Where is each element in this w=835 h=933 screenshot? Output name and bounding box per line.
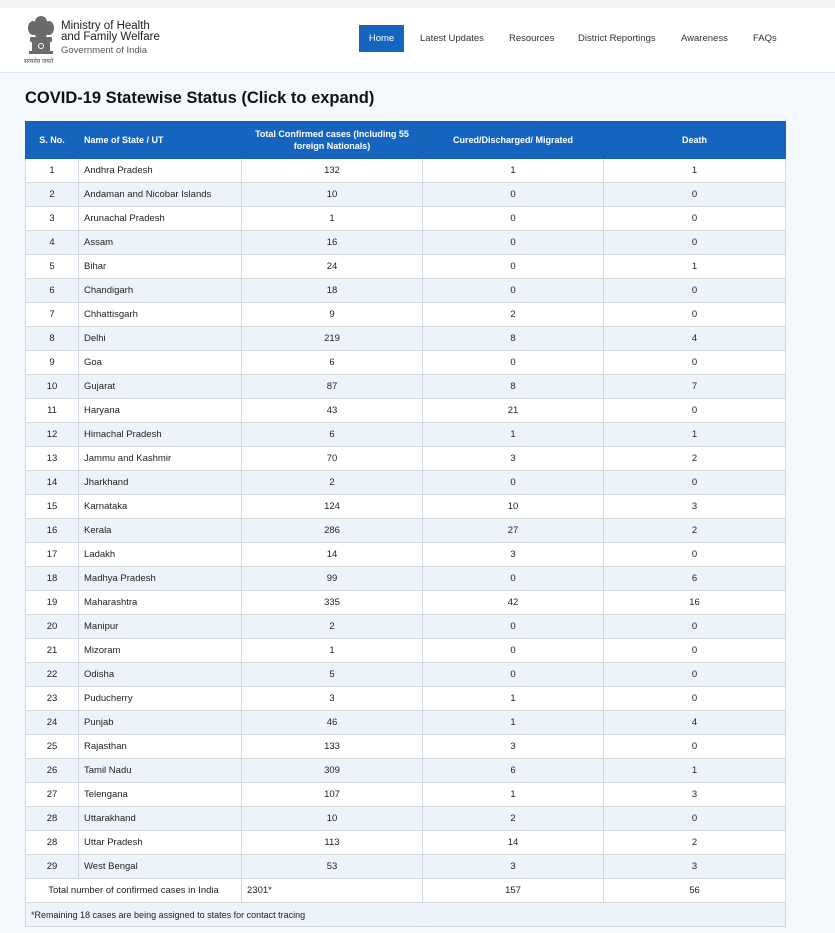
- table-row[interactable]: [26, 279, 786, 303]
- cell-death: 3: [604, 783, 786, 807]
- table-row[interactable]: [26, 543, 786, 567]
- cell-cured: 1: [423, 423, 604, 447]
- cell-state: Punjab: [79, 711, 242, 735]
- cell-confirmed: 6: [242, 423, 423, 447]
- cell-death: 0: [604, 399, 786, 423]
- cell-cured: 27: [423, 519, 604, 543]
- cell-death: 0: [604, 615, 786, 639]
- cell-sno: 24: [26, 711, 79, 735]
- cell-confirmed: 5: [242, 663, 423, 687]
- cell-state: Madhya Pradesh: [79, 567, 242, 591]
- table-row[interactable]: [26, 639, 786, 663]
- table-row[interactable]: [26, 687, 786, 711]
- cell-state: West Bengal: [79, 855, 242, 879]
- cell-confirmed: 1: [242, 207, 423, 231]
- cell-state: Goa: [79, 351, 242, 375]
- table-row[interactable]: [26, 207, 786, 231]
- cell-death: 0: [604, 231, 786, 255]
- table-header-row: [26, 122, 786, 159]
- cell-confirmed: 99: [242, 567, 423, 591]
- cell-death: 1: [604, 759, 786, 783]
- cell-cured: 8: [423, 375, 604, 399]
- cell-state: Telengana: [79, 783, 242, 807]
- cell-sno: 2: [26, 183, 79, 207]
- cell-sno: 1: [26, 159, 79, 183]
- cell-sno: 27: [26, 783, 79, 807]
- cell-sno: 12: [26, 423, 79, 447]
- footnote: *Remaining 18 cases are being assigned to states for contact tracing: [26, 903, 786, 927]
- cell-confirmed: 132: [242, 159, 423, 183]
- brand-line-3: Government of India: [61, 45, 148, 56]
- cell-death: 1: [604, 423, 786, 447]
- site-header: [0, 8, 835, 73]
- cell-confirmed: 113: [242, 831, 423, 855]
- cell-sno: 5: [26, 255, 79, 279]
- cell-state: Jharkhand: [79, 471, 242, 495]
- table-row[interactable]: [26, 399, 786, 423]
- emblem-caption: सत्यमेव जयते: [24, 59, 54, 65]
- cell-state: Mizoram: [79, 639, 242, 663]
- cell-cured: 1: [423, 711, 604, 735]
- cell-state: Puducherry: [79, 687, 242, 711]
- page-title[interactable]: COVID-19 Statewise Status (Click to expand): [25, 89, 375, 107]
- table-row[interactable]: [26, 495, 786, 519]
- cell-cured: 0: [423, 351, 604, 375]
- total-row: [26, 879, 786, 903]
- cell-confirmed: 46: [242, 711, 423, 735]
- cell-state: Jammu and Kashmir: [79, 447, 242, 471]
- cell-cured: 0: [423, 183, 604, 207]
- table-body: [26, 159, 786, 927]
- total-death: 56: [604, 879, 786, 903]
- cell-state: Assam: [79, 231, 242, 255]
- table-row[interactable]: [26, 159, 786, 183]
- table-row[interactable]: [26, 783, 786, 807]
- cell-death: 2: [604, 447, 786, 471]
- cell-confirmed: 219: [242, 327, 423, 351]
- cell-death: 4: [604, 711, 786, 735]
- cell-cured: 1: [423, 783, 604, 807]
- cell-sno: 4: [26, 231, 79, 255]
- cell-state: Uttarakhand: [79, 807, 242, 831]
- cell-cured: 0: [423, 639, 604, 663]
- total-cured: 157: [423, 879, 604, 903]
- cell-sno: 16: [26, 519, 79, 543]
- table-row[interactable]: [26, 615, 786, 639]
- nav-faqs[interactable]: FAQs: [753, 33, 777, 44]
- cell-sno: 20: [26, 615, 79, 639]
- cell-cured: 3: [423, 855, 604, 879]
- cell-cured: 0: [423, 279, 604, 303]
- col-cured: Cured/Discharged/ Migrated: [423, 122, 604, 159]
- table-row[interactable]: [26, 423, 786, 447]
- cell-state: Bihar: [79, 255, 242, 279]
- cell-state: Odisha: [79, 663, 242, 687]
- cell-death: 0: [604, 279, 786, 303]
- nav-awareness[interactable]: Awareness: [681, 33, 728, 44]
- cell-cured: 42: [423, 591, 604, 615]
- cell-state: Uttar Pradesh: [79, 831, 242, 855]
- total-confirmed: 2301*: [242, 879, 423, 903]
- cell-state: Kerala: [79, 519, 242, 543]
- cell-confirmed: 335: [242, 591, 423, 615]
- cell-confirmed: 10: [242, 183, 423, 207]
- cell-confirmed: 18: [242, 279, 423, 303]
- cell-state: Chandigarh: [79, 279, 242, 303]
- table-row[interactable]: [26, 447, 786, 471]
- cell-death: 7: [604, 375, 786, 399]
- table-row[interactable]: [26, 831, 786, 855]
- cell-state: Rajasthan: [79, 735, 242, 759]
- table-row[interactable]: [26, 855, 786, 879]
- cell-sno: 28: [26, 831, 79, 855]
- cell-death: 0: [604, 639, 786, 663]
- cell-sno: 9: [26, 351, 79, 375]
- cell-sno: 10: [26, 375, 79, 399]
- cell-sno: 7: [26, 303, 79, 327]
- cell-confirmed: 14: [242, 543, 423, 567]
- cell-state: Karnataka: [79, 495, 242, 519]
- cell-sno: 8: [26, 327, 79, 351]
- cell-confirmed: 133: [242, 735, 423, 759]
- table-row[interactable]: [26, 327, 786, 351]
- col-state: Name of State / UT: [79, 122, 242, 159]
- cell-death: 0: [604, 543, 786, 567]
- cell-state: Arunachal Pradesh: [79, 207, 242, 231]
- table-row[interactable]: [26, 807, 786, 831]
- cell-confirmed: 1: [242, 639, 423, 663]
- cell-cured: 0: [423, 207, 604, 231]
- col-sno: S. No.: [26, 122, 79, 159]
- table-row[interactable]: [26, 375, 786, 399]
- nav-district-reportings[interactable]: District Reportings: [578, 33, 656, 44]
- cell-state: Delhi: [79, 327, 242, 351]
- cell-cured: 8: [423, 327, 604, 351]
- cell-sno: 28: [26, 807, 79, 831]
- cell-death: 6: [604, 567, 786, 591]
- cell-confirmed: 3: [242, 687, 423, 711]
- cell-cured: 1: [423, 159, 604, 183]
- cell-death: 0: [604, 735, 786, 759]
- cell-death: 2: [604, 519, 786, 543]
- cell-death: 0: [604, 303, 786, 327]
- col-death: Death: [604, 122, 786, 159]
- cell-sno: 25: [26, 735, 79, 759]
- cell-sno: 11: [26, 399, 79, 423]
- cell-confirmed: 2: [242, 471, 423, 495]
- cell-confirmed: 70: [242, 447, 423, 471]
- cell-state: Gujarat: [79, 375, 242, 399]
- cell-sno: 3: [26, 207, 79, 231]
- table-row[interactable]: [26, 351, 786, 375]
- cell-confirmed: 309: [242, 759, 423, 783]
- cell-cured: 2: [423, 807, 604, 831]
- cell-sno: 29: [26, 855, 79, 879]
- cell-death: 0: [604, 663, 786, 687]
- cell-death: 4: [604, 327, 786, 351]
- cell-state: Manipur: [79, 615, 242, 639]
- cell-sno: 15: [26, 495, 79, 519]
- cell-sno: 21: [26, 639, 79, 663]
- footnote-row: [26, 903, 786, 927]
- total-label: Total number of confirmed cases in India: [26, 879, 242, 903]
- table-row[interactable]: [26, 183, 786, 207]
- table-row[interactable]: [26, 303, 786, 327]
- cell-sno: 19: [26, 591, 79, 615]
- cell-death: 16: [604, 591, 786, 615]
- cell-confirmed: 16: [242, 231, 423, 255]
- cell-state: Maharashtra: [79, 591, 242, 615]
- nav-latest-updates[interactable]: Latest Updates: [420, 33, 484, 44]
- cell-confirmed: 107: [242, 783, 423, 807]
- cell-sno: 23: [26, 687, 79, 711]
- cell-confirmed: 124: [242, 495, 423, 519]
- cell-death: 1: [604, 255, 786, 279]
- table-row[interactable]: [26, 567, 786, 591]
- ministry-brand[interactable]: [61, 21, 160, 56]
- cell-sno: 22: [26, 663, 79, 687]
- table-row[interactable]: [26, 255, 786, 279]
- cell-cured: 14: [423, 831, 604, 855]
- cell-sno: 6: [26, 279, 79, 303]
- cell-sno: 17: [26, 543, 79, 567]
- cell-death: 2: [604, 831, 786, 855]
- col-confirmed: Total Confirmed cases (Including 55 foreign Nationals): [242, 122, 423, 159]
- cell-death: 0: [604, 183, 786, 207]
- brand-line-1: Ministry of Health: [61, 20, 150, 32]
- cell-cured: 1: [423, 687, 604, 711]
- cell-cured: 0: [423, 471, 604, 495]
- cell-death: 3: [604, 855, 786, 879]
- nav-home[interactable]: Home: [359, 25, 404, 52]
- brand-line-2: and Family Welfare: [61, 31, 160, 43]
- cell-cured: 3: [423, 543, 604, 567]
- cell-confirmed: 24: [242, 255, 423, 279]
- cell-cured: 21: [423, 399, 604, 423]
- cell-confirmed: 10: [242, 807, 423, 831]
- cell-confirmed: 43: [242, 399, 423, 423]
- cell-cured: 3: [423, 735, 604, 759]
- cell-cured: 0: [423, 255, 604, 279]
- cell-confirmed: 87: [242, 375, 423, 399]
- cell-death: 0: [604, 807, 786, 831]
- cell-cured: 10: [423, 495, 604, 519]
- cell-sno: 18: [26, 567, 79, 591]
- cell-death: 0: [604, 351, 786, 375]
- cell-state: Andaman and Nicobar Islands: [79, 183, 242, 207]
- cell-confirmed: 2: [242, 615, 423, 639]
- cell-death: 3: [604, 495, 786, 519]
- table-row[interactable]: [26, 519, 786, 543]
- table-row[interactable]: [26, 759, 786, 783]
- table-row[interactable]: [26, 231, 786, 255]
- cell-state: Himachal Pradesh: [79, 423, 242, 447]
- cell-death: 0: [604, 687, 786, 711]
- cell-cured: 0: [423, 567, 604, 591]
- cell-death: 0: [604, 471, 786, 495]
- cell-state: Tamil Nadu: [79, 759, 242, 783]
- cell-confirmed: 9: [242, 303, 423, 327]
- cell-sno: 26: [26, 759, 79, 783]
- cell-death: 0: [604, 207, 786, 231]
- cell-cured: 6: [423, 759, 604, 783]
- cell-cured: 0: [423, 615, 604, 639]
- cell-sno: 13: [26, 447, 79, 471]
- nav-resources[interactable]: Resources: [509, 33, 555, 44]
- cell-cured: 0: [423, 663, 604, 687]
- cell-cured: 3: [423, 447, 604, 471]
- statewise-status-table: [25, 121, 786, 927]
- cell-confirmed: 286: [242, 519, 423, 543]
- table-row[interactable]: [26, 735, 786, 759]
- cell-state: Ladakh: [79, 543, 242, 567]
- cell-confirmed: 53: [242, 855, 423, 879]
- cell-state: Andhra Pradesh: [79, 159, 242, 183]
- cell-cured: 2: [423, 303, 604, 327]
- cell-cured: 0: [423, 231, 604, 255]
- table-row[interactable]: [26, 591, 786, 615]
- table-row[interactable]: [26, 471, 786, 495]
- table-row[interactable]: [26, 711, 786, 735]
- cell-state: Chhattisgarh: [79, 303, 242, 327]
- table-row[interactable]: [26, 663, 786, 687]
- cell-sno: 14: [26, 471, 79, 495]
- cell-confirmed: 6: [242, 351, 423, 375]
- cell-state: Haryana: [79, 399, 242, 423]
- cell-death: 1: [604, 159, 786, 183]
